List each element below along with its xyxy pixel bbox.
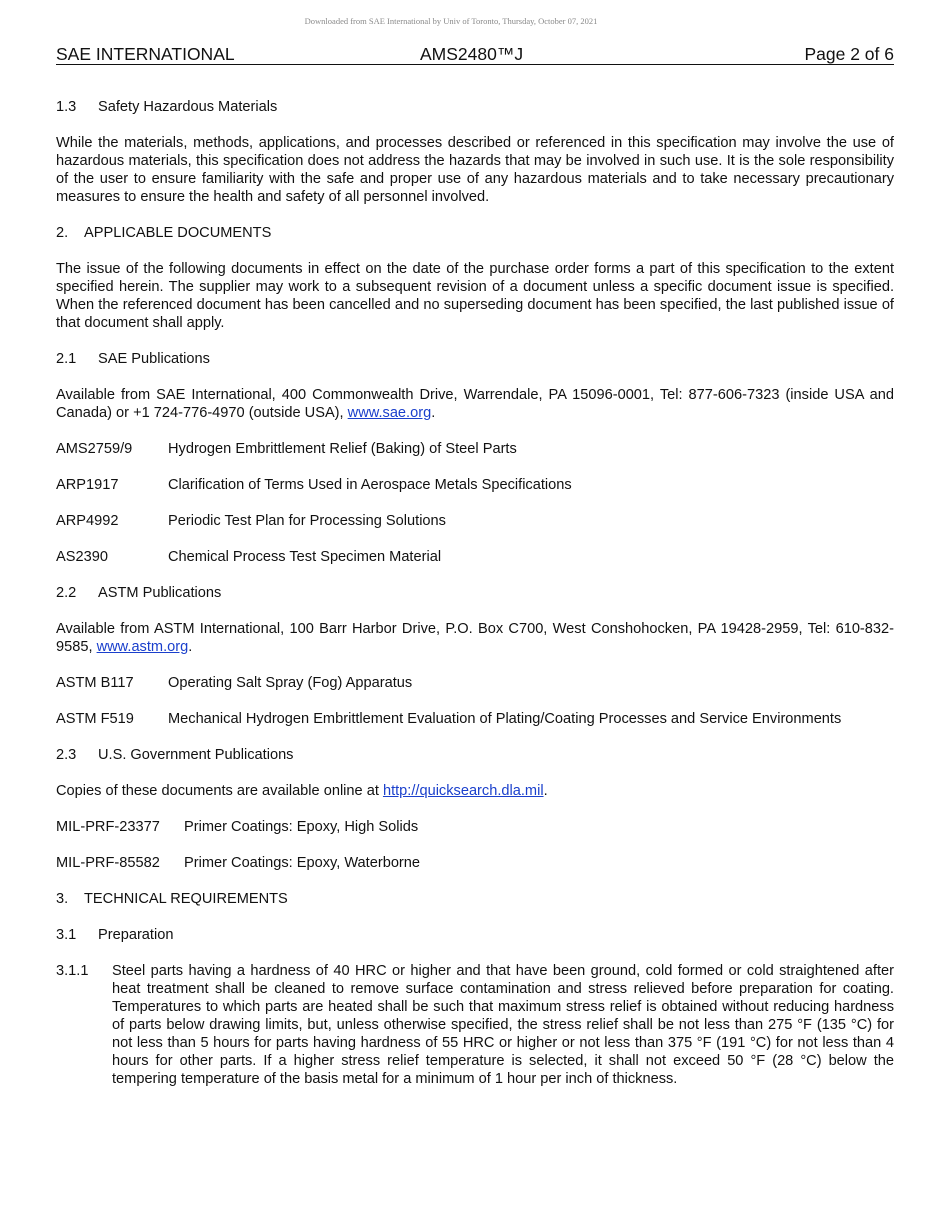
astm-availability-paragraph — [56, 620, 894, 656]
period: . — [543, 783, 548, 799]
reference-code: ASTM F519 — [56, 711, 134, 727]
period: . — [188, 639, 193, 655]
section-number: 2.3 — [56, 747, 77, 763]
section-number: 1.3 — [56, 99, 77, 115]
reference-item — [56, 818, 894, 836]
section-1-3-paragraph: While the materials, methods, applications, and processes described or referenced in this specification may involve the use of hazardous materials, this specification does not address the hazards that may be involved in such use. It is the sole responsibility of the user to ensure familiarity with the safe and proper use of any hazardous materials and to take necessary precautionary measures to ensure the health and safety of all personnel involved. — [56, 135, 894, 205]
section-title: Safety Hazardous Materials — [98, 99, 278, 115]
section-2-3-heading — [56, 746, 894, 764]
section-2-heading — [56, 224, 894, 242]
reference-code: ASTM B117 — [56, 675, 134, 691]
section-number: 2.1 — [56, 351, 77, 367]
header-doc-id: AMS2480™J — [420, 44, 524, 64]
header-page-number: Page 2 of 6 — [804, 44, 894, 64]
availability-text: Available from ASTM International, 100 Barr Harbor Drive, P.O. Box C700, West Conshohocken, PA 19428-2959, Tel: 610-832-9585, — [56, 621, 894, 655]
quicksearch-link[interactable]: http://quicksearch.dla.mil — [382, 783, 544, 799]
reference-title: Primer Coatings: Epoxy, High Solids — [184, 819, 419, 835]
section-title: U.S. Government Publications — [98, 747, 294, 763]
reference-code: AS2390 — [56, 549, 108, 565]
section-3-1-heading — [56, 926, 894, 944]
section-2-1-heading — [56, 350, 894, 368]
availability-text: Available from SAE International, 400 Commonwealth Drive, Warrendale, PA 15096-0001, Tel: 877-606-7323 (inside USA and Canada) or +1 724-776-4970 (outside USA), — [56, 387, 894, 421]
reference-item — [56, 674, 894, 692]
sae-availability-paragraph — [56, 386, 894, 422]
astm-website-link[interactable]: www.astm.org — [96, 639, 189, 655]
reference-item — [56, 548, 894, 566]
reference-item — [56, 440, 894, 458]
reference-title: Hydrogen Embrittlement Relief (Baking) of Steel Parts — [168, 441, 517, 457]
reference-title: Operating Salt Spray (Fog) Apparatus — [168, 675, 413, 691]
section-title: SAE Publications — [98, 351, 210, 367]
period: . — [431, 405, 436, 421]
reference-code: ARP1917 — [56, 477, 119, 493]
reference-title: Periodic Test Plan for Processing Solutions — [168, 513, 446, 529]
reference-item — [56, 512, 894, 530]
reference-title: Chemical Process Test Specimen Material — [168, 549, 442, 565]
section-title: TECHNICAL REQUIREMENTS — [84, 891, 288, 907]
reference-code: ARP4992 — [56, 513, 119, 529]
section-title: ASTM Publications — [98, 585, 222, 601]
reference-code: MIL-PRF-85582 — [56, 855, 160, 871]
reference-item — [56, 476, 894, 494]
page-header — [56, 44, 894, 65]
section-3-heading — [56, 890, 894, 908]
section-number: 2.2 — [56, 585, 77, 601]
sae-website-link[interactable]: www.sae.org — [347, 405, 432, 421]
section-number: 3. — [56, 891, 69, 907]
document-body — [56, 98, 894, 1088]
section-2-paragraph: The issue of the following documents in effect on the date of the purchase order forms a part of this specification to the extent specified herein. The supplier may work to a subsequent revision of a document unless a specific document issue is specified. When the referenced document has been cancelled and no superseding document has been specified, the last published issue of that document shall apply. — [56, 261, 894, 331]
reference-title: Mechanical Hydrogen Embrittlement Evaluation of Plating/Coating Processes and Service Environments — [168, 711, 842, 727]
section-3-1-1-paragraph: Steel parts having a hardness of 40 HRC or higher and that have been ground, cold formed or cold straightened after heat treatment shall be cleaned to remove surface contamination and stress relieved before preparation for coating. Temperatures to which parts are heated shall be such that maximum stress relief is obtained without reducing hardness of parts below drawing limits, but, unless otherwise specified, the stress relief shall be not less than 275 °F (135 °C) for not less than 5 hours for parts having hardness of 55 HRC or higher or not less than 375 °F (191 °C) for not less than 4 hours for other parts. If a higher stress relief temperature is selected, it shall not exceed 50 °F (28 °C) below the tempering temperature of the basis metal for a minimum of 1 hour per inch of thickness. — [112, 963, 894, 1087]
section-title: Preparation — [98, 927, 174, 943]
availability-text: Copies of these documents are available online at — [56, 783, 383, 799]
section-number: 3.1.1 — [56, 963, 89, 979]
gov-availability-paragraph — [56, 782, 894, 800]
section-number: 3.1 — [56, 927, 77, 943]
reference-code: AMS2759/9 — [56, 441, 133, 457]
section-number: 2. — [56, 225, 69, 241]
reference-item — [56, 854, 894, 872]
reference-code: MIL-PRF-23377 — [56, 819, 160, 835]
section-1-3-heading — [56, 98, 894, 116]
reference-title: Clarification of Terms Used in Aerospace Metals Specifications — [168, 477, 572, 493]
download-note: Downloaded from SAE International by Univ of Toronto, Thursday, October 07, 2021 — [304, 16, 598, 26]
section-3-1-1 — [56, 962, 894, 1088]
reference-title: Primer Coatings: Epoxy, Waterborne — [184, 855, 421, 871]
header-org: SAE INTERNATIONAL — [56, 44, 235, 64]
section-2-2-heading — [56, 584, 894, 602]
section-title: APPLICABLE DOCUMENTS — [84, 225, 272, 241]
reference-item — [56, 710, 894, 728]
